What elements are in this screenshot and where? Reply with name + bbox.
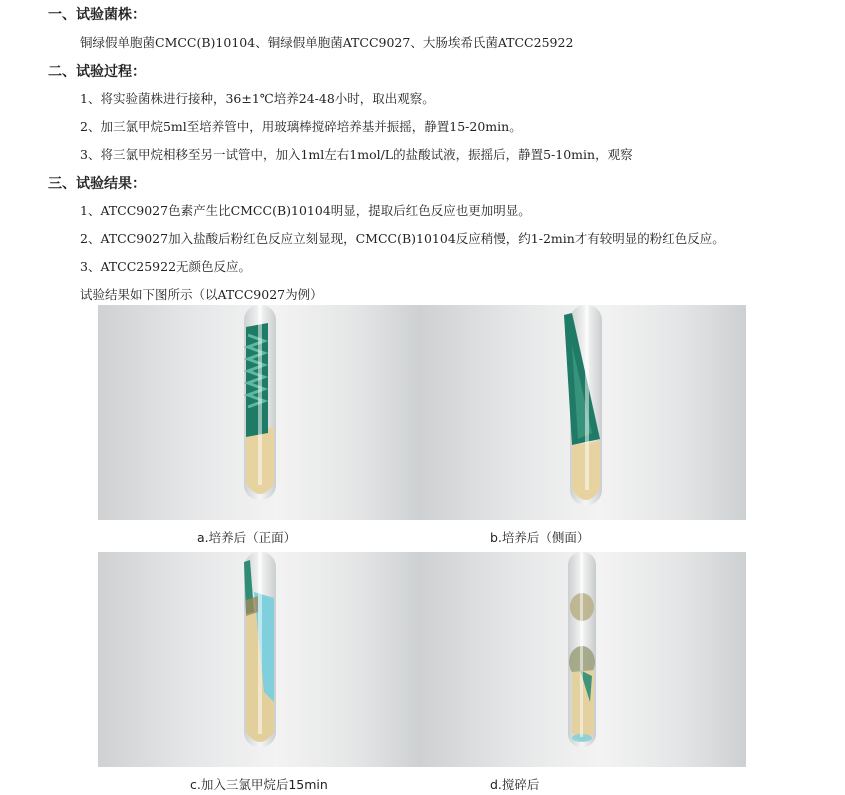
process-step-2: 2、加三氯甲烷5ml至培养管中，用玻璃棒搅碎培养基并振摇，静置15-20min。	[80, 119, 522, 134]
figure-intro: 试验结果如下图所示（以ATCC9027为例）	[80, 287, 323, 302]
result-item-1: 1、ATCC9027色素产生比CMCC(B)10104明显，提取后红色反应也更加明显。	[80, 203, 531, 218]
caption-a: a.培养后（正面）	[197, 530, 297, 545]
process-step-1: 1、将实验菌株进行接种，36±1℃培养24-48小时，取出观察。	[80, 91, 435, 106]
result-item-2: 2、ATCC9027加入盐酸后粉红色反应立刻显现，CMCC(B)10104反应稍慢，约1-2min才有较明显的粉红色反应。	[80, 231, 725, 246]
strains-text: 铜绿假单胞菌CMCC(B)10104、铜绿假单胞菌ATCC9027、大肠埃希氏菌ATCC25922	[80, 35, 574, 50]
section-heading-strains: 一、试验菌株：	[48, 7, 146, 23]
section-heading-results: 三、试验结果：	[48, 176, 146, 192]
photo-d-crushed	[422, 552, 746, 767]
caption-c: c.加入三氯甲烷后15min	[190, 777, 328, 792]
photo-a-culture-front	[98, 305, 422, 520]
photo-b-culture-side	[422, 305, 746, 520]
photo-c-chloroform-15min	[98, 552, 422, 767]
section-heading-process: 二、试验过程：	[48, 64, 146, 80]
result-item-3: 3、ATCC25922无颜色反应。	[80, 259, 252, 274]
caption-d: d.搅碎后	[490, 777, 540, 792]
process-step-3: 3、将三氯甲烷相移至另一试管中，加入1ml左右1mol/L的盐酸试液，振摇后，静置5-10min，观察	[80, 147, 633, 162]
caption-b: b.培养后（侧面）	[490, 530, 590, 545]
